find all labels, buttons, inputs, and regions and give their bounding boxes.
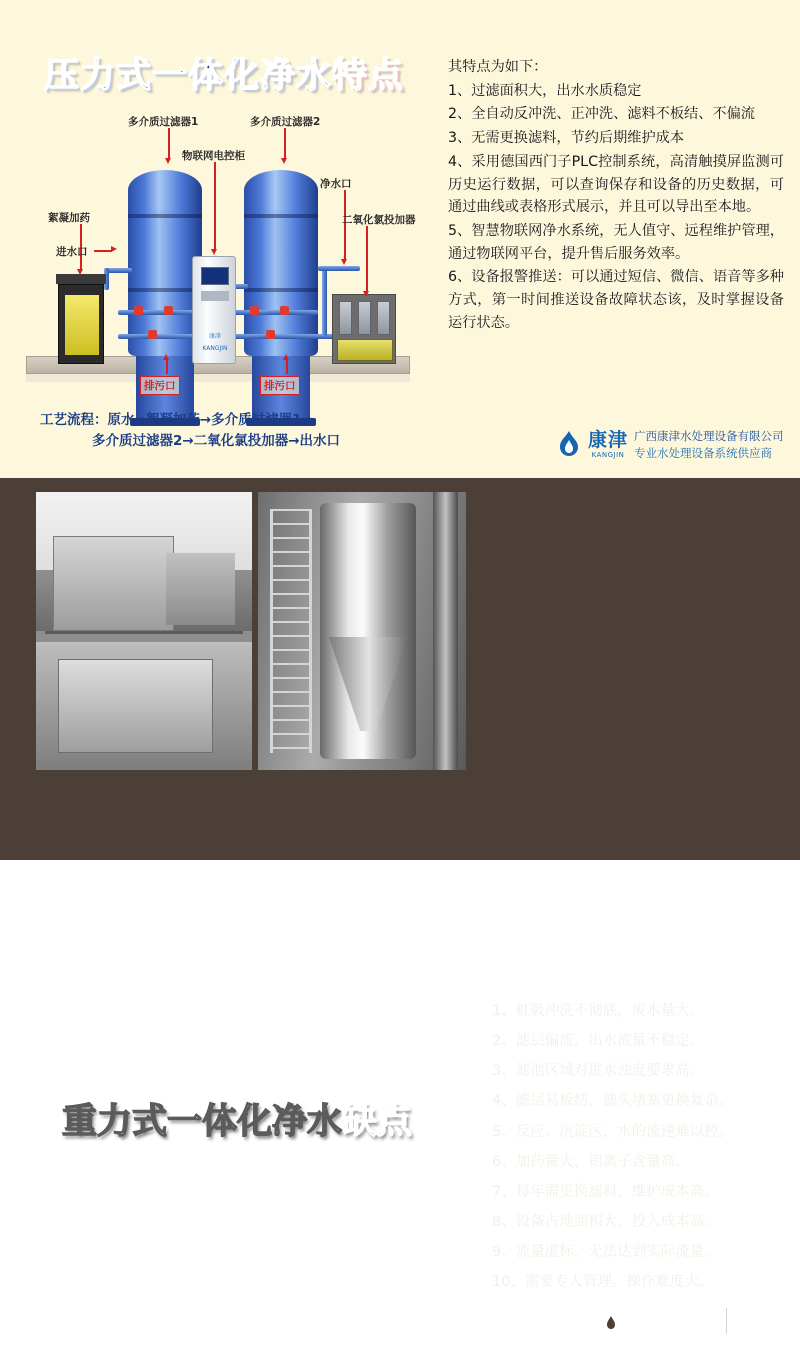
kangjin-logo-cn-top: 康津 <box>588 429 629 452</box>
drawback-item: 7、每年需更换滤料，维护成本高。 <box>492 1183 719 1200</box>
feature-item: 5、智慧物联网净水系统，无人值守、远程维护管理，通过物联网平台，提升售后服务效率。 <box>448 223 784 262</box>
bottom-section-title <box>62 1094 412 1144</box>
equipment-diagram <box>22 98 422 398</box>
bottom-title-red: 缺点 <box>342 1102 413 1142</box>
control-cabinet <box>192 256 236 364</box>
valve-2 <box>164 306 173 315</box>
company-name: 广西康津水处理设备有限公司 <box>634 429 784 443</box>
dosing-tank-cap <box>56 274 106 284</box>
drawback-item: 5、反应、沉淀区，水的流速难以控。 <box>492 1123 734 1140</box>
drawback-item: 9、流量虚标，无法达到实际流量。 <box>492 1244 719 1261</box>
kangjin-logo-en-top: KANGJIN <box>591 451 625 460</box>
tank-1-band-a <box>128 214 202 218</box>
brand-divider <box>726 1308 727 1334</box>
tank-2-band-b <box>244 288 318 292</box>
top-title-blue: 压力式一体化净水 <box>44 56 333 96</box>
label-drain-right: 排污口 <box>260 376 300 395</box>
arrow-dosing-head <box>77 269 83 275</box>
arrow-cabinet-head <box>211 249 217 255</box>
photo1-basin <box>58 659 214 754</box>
tank-1-band-b <box>128 288 202 292</box>
arrow-drain-left-head <box>163 354 169 360</box>
arrow-outlet-head <box>341 259 347 265</box>
arrow-filter1-head <box>165 158 171 164</box>
drawback-item: 1、虹吸冲洗不彻底，废水量大。 <box>492 1003 705 1019</box>
clarifier-photo <box>258 492 466 770</box>
label-multi-media-filter-2: 多介质过滤器2 <box>250 116 321 128</box>
feature-item: 2、全自动反冲洗、正冲洗、滤料不板结、不偏流 <box>448 106 755 123</box>
kangjin-logo-bottom <box>633 1286 717 1356</box>
pressure-type-section <box>0 0 800 478</box>
company-brand-block-top <box>556 428 784 463</box>
arrow-clo2-stem <box>366 226 368 292</box>
arrow-filter1-stem <box>168 128 170 158</box>
clo2-tube-1 <box>339 301 352 335</box>
features-intro: 其特点为如下： <box>448 59 548 75</box>
label-clean-water-outlet: 净水口 <box>320 178 352 190</box>
label-coagulant-dosing: 絮凝加药 <box>48 212 90 224</box>
coagulant-dosing-tank <box>58 284 104 364</box>
filter-tank-2 <box>244 196 318 356</box>
bottom-title-light: 重力式一体化净水 <box>62 1102 343 1142</box>
arrow-cabinet-stem <box>214 162 216 250</box>
flame-icon <box>598 1306 624 1336</box>
cabinet-touch-screen <box>201 267 229 285</box>
drawback-item: 6、加药量大，铝离子含量高。 <box>492 1153 690 1170</box>
label-iot-control-cabinet: 物联网电控柜 <box>182 150 245 162</box>
arrow-clo2-head <box>363 291 369 297</box>
company-slogan: 专业水处理设备系统供应商 <box>634 446 773 461</box>
flame-icon <box>556 430 582 460</box>
label-drain-left: 排污口 <box>140 376 180 395</box>
valve-6 <box>266 330 275 339</box>
pipe-inlet-to-tank1 <box>106 268 132 273</box>
clo2-tube-2 <box>358 301 371 335</box>
photo1-structure-a <box>53 536 174 631</box>
drawback-item: 10、需要专人管理。操作难度大。 <box>492 1274 714 1291</box>
drawback-item: 2、滤层偏流，出水流量不稳定。 <box>492 1033 705 1050</box>
diagram-ground-shadow <box>26 374 410 382</box>
pipe-clean-water-out <box>318 266 360 271</box>
arrow-drain-left-stem <box>166 360 168 374</box>
kangjin-logo-en-bottom: KANGJIN <box>678 1316 717 1326</box>
tank-2-band-a <box>244 214 318 218</box>
cabinet-brand-label: 康津 KANGJIN <box>202 333 228 352</box>
process-flow-line-2: 多介质过滤器2→二氧化氯投加器→出水口 <box>92 432 341 449</box>
clo2-dosing-device <box>332 294 396 364</box>
feature-item: 6、设备报警推送：可以通过短信、微信、语音等多种方式，第一时间推送设备故障状态该，及时掌握设备运行状态。 <box>448 269 784 331</box>
dosing-tank-liquid <box>65 295 99 355</box>
valve-5 <box>148 330 157 339</box>
photo2-pipe <box>433 492 458 770</box>
top-section-title <box>44 48 404 98</box>
label-water-inlet: 进水口 <box>56 246 88 258</box>
arrow-inlet-stem <box>94 250 112 252</box>
cabinet-button-panel <box>201 291 229 301</box>
arrow-drain-right-head <box>283 354 289 360</box>
gravity-type-section <box>0 478 800 1355</box>
process-flow-line-1: 工艺流程：原水→絮凝加药→多介质过滤器1→ <box>40 412 313 428</box>
feature-item: 1、过滤面积大，出水水质稳定 <box>448 82 642 99</box>
drawbacks-list <box>492 996 792 1298</box>
clo2-reagent-tank <box>337 339 393 361</box>
arrow-inlet-head <box>111 246 117 252</box>
drawback-item: 3、滤池区域对进水浊度要求高。 <box>492 1063 705 1080</box>
photo1-railing <box>45 631 244 634</box>
arrow-filter2-stem <box>284 128 286 158</box>
kangjin-logo-cn-bottom: 康津 <box>633 1292 658 1355</box>
feature-item: 3、无需更换滤料，节约后期维护成本 <box>448 130 685 147</box>
tank-2-dome <box>244 170 318 210</box>
photo-group <box>36 492 466 770</box>
valve-3 <box>250 306 259 315</box>
valve-1 <box>134 306 143 315</box>
pipe-to-clo2 <box>322 266 327 336</box>
label-clo2-doser: 二氧化氯投加器 <box>342 214 416 226</box>
valve-4 <box>280 306 289 315</box>
drawback-item: 8、设备占地面积大，投入成本高。 <box>492 1214 719 1231</box>
brand-tagline: 水净化 <box>735 1295 784 1351</box>
feature-item: 4、采用德国西门子PLC控制系统，高清触摸屏监测可历史运行数据，可以查询保存和设备的历史数据，可通过曲线或表格形式展示，并且可以导出至本地。 <box>448 153 784 216</box>
drawback-item: 4、滤层易板结，滤头堵塞更换复杂。 <box>492 1093 734 1110</box>
tank-1-dome <box>128 170 202 210</box>
features-list <box>448 56 784 336</box>
photo2-ladder <box>270 509 312 754</box>
arrow-drain-right-stem <box>286 360 288 374</box>
top-title-red: 特点 <box>332 56 405 96</box>
company-text-block <box>634 428 784 463</box>
filter-tank-1 <box>128 196 202 356</box>
clo2-tube-3 <box>377 301 390 335</box>
label-multi-media-filter-1: 多介质过滤器1 <box>128 116 199 128</box>
company-brand-block-bottom <box>598 1286 800 1356</box>
photo1-structure-b <box>166 553 235 625</box>
gravity-plant-photo <box>36 492 252 770</box>
process-flow-text <box>40 410 440 452</box>
kangjin-logo-top <box>588 431 628 459</box>
arrow-filter2-head <box>281 158 287 164</box>
